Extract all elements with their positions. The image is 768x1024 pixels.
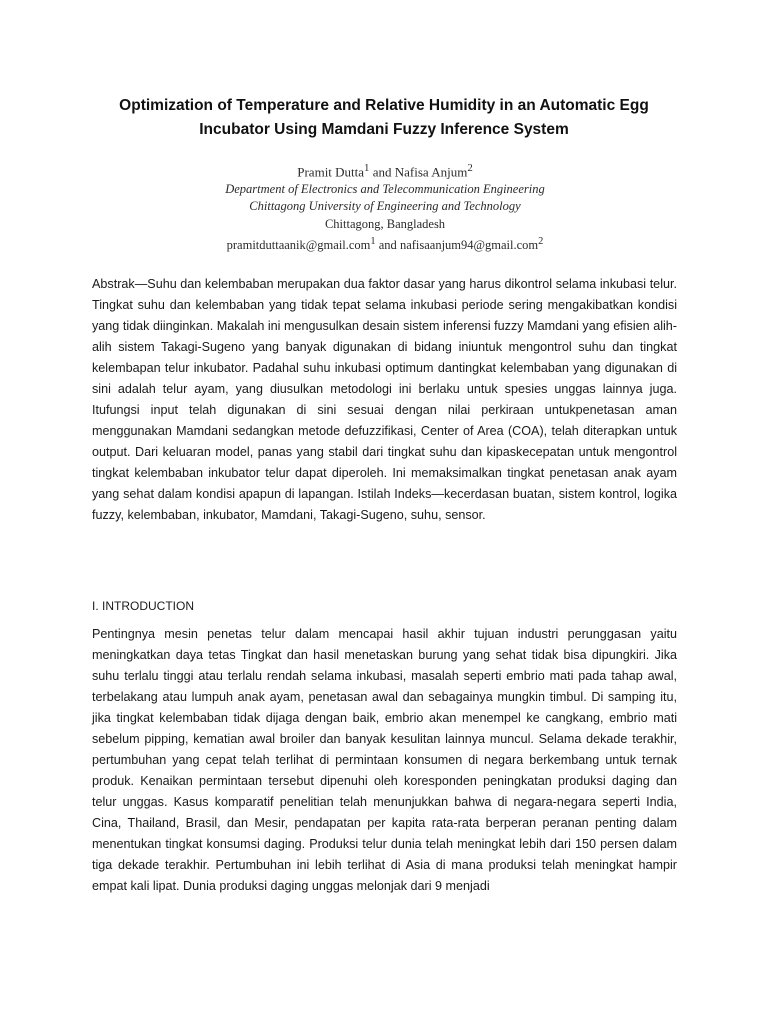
author-location: Chittagong, Bangladesh [324,216,446,231]
author-2-sup: 2 [467,162,473,174]
author-university: Chittagong University of Engineering and Technology [249,199,521,214]
author-and: and [372,164,392,180]
author-block [150,160,620,255]
paper-title [80,94,688,142]
section-heading-introduction: I. INTRODUCTION [92,599,194,613]
author-department: Department of Electronics and Telecommunication Engineering [225,181,545,196]
author-1-name: Pramit Dutta [297,164,365,180]
author-1-email: pramitduttaanik@gmail.com [226,238,371,253]
introduction-paragraph: Pentingnya mesin penetas telur dalam mencapai hasil akhir tujuan industri perunggasan yaitu meningkatkan daya tetas Tingkat dan hasil menetaskan burung yang sehat tidak bisa dipungkiri. Jika suhu terlalu tinggi atau terlalu rendah selama inkubasi, masalah seperti embrio mati pada tahap awal, terbelakang atau lumpuh anak ayam, penetasan awal dan sebagainya mungkin timbul. Di samping itu, jika tingkat kelembaban tidak dijaga dengan baik, embrio akan menempel ke cangkang, embrio mati sebelum pipping, kematian awal broiler dan banyak kesulitan lainnya muncul. Selama dekade terakhir, pertumbuhan yang cepat telah terlihat di permintaan konsumen di negara berkembang untuk ternak produk. Kenaikan permintaan tersebut dipenuhi oleh koresponden peningkatan produksi daging dan telur unggas. Kasus komparatif penelitian telah menunjukkan bahwa di negara-negara seperti India, Cina, Thailand, Brasil, dan Mesir, pendapatan per kapita rata-rata berperan peranan penting dalam menentukan tingkat konsumsi daging. Produksi telur dunia telah meningkat lebih dari 150 persen dalam tiga dekade terakhir. Pertumbuhan ini lebih terlihat di Asia di mana produksi telah meningkat hampir empat kali lipat. Dunia produksi daging unggas melonjak dari 9 menjadi [92,627,677,893]
author-1-sup: 1 [364,162,370,174]
author-2-email: nafisaanjum94@gmail.com [399,238,539,253]
paper-title-line-1: Optimization of Temperature and Relative Humidity in an Automatic Egg [119,97,649,114]
email-1-sup: 1 [370,236,376,248]
author-names [150,160,620,181]
email-and: and [378,238,397,253]
author-2-name: Nafisa Anjum [394,164,468,180]
email-2-sup: 2 [538,236,544,248]
paper-title-line-2: Incubator Using Mamdani Fuzzy Inference System [199,121,569,138]
author-emails [150,233,620,255]
abstract-paragraph: Abstrak—Suhu dan kelembaban merupakan dua faktor dasar yang harus dikontrol selama inkubasi telur. Tingkat suhu dan kelembaban yang tidak tepat selama inkubasi periode sering mengakibatkan kondisi yang tidak diinginkan. Makalah ini mengusulkan desain sistem inferensi fuzzy Mamdani yang efisien alih-alih sistem Takagi-Sugeno yang banyak digunakan di bidang iniuntuk mengontrol suhu dan tingkat kelembapan telur inkubator. Padahal suhu inkubasi optimum dantingkat kelembaban yang digunakan di sini adalah telur ayam, yang diusulkan metodologi ini berlaku untuk spesies unggas lainnya juga. Itufungsi input telah digunakan di sini sesuai dengan nilai perkiraan untukpenetasan aman menggunakan Mamdani sedangkan metode defuzzifikasi, Center of Area (COA), telah diterapkan untuk output. Dari keluaran model, panas yang stabil dari tingkat suhu dan kipaskecepatan untuk mengontrol tingkat kelembaban inkubator telur dapat diperoleh. Ini memaksimalkan tingkat penetasan anak ayam yang sehat dalam kondisi apapun di lapangan. Istilah Indeks—kecerdasan buatan, sistem kontrol, logika fuzzy, kelembaban, inkubator, Mamdani, Takagi-Sugeno, suhu, sensor. [92,277,677,522]
